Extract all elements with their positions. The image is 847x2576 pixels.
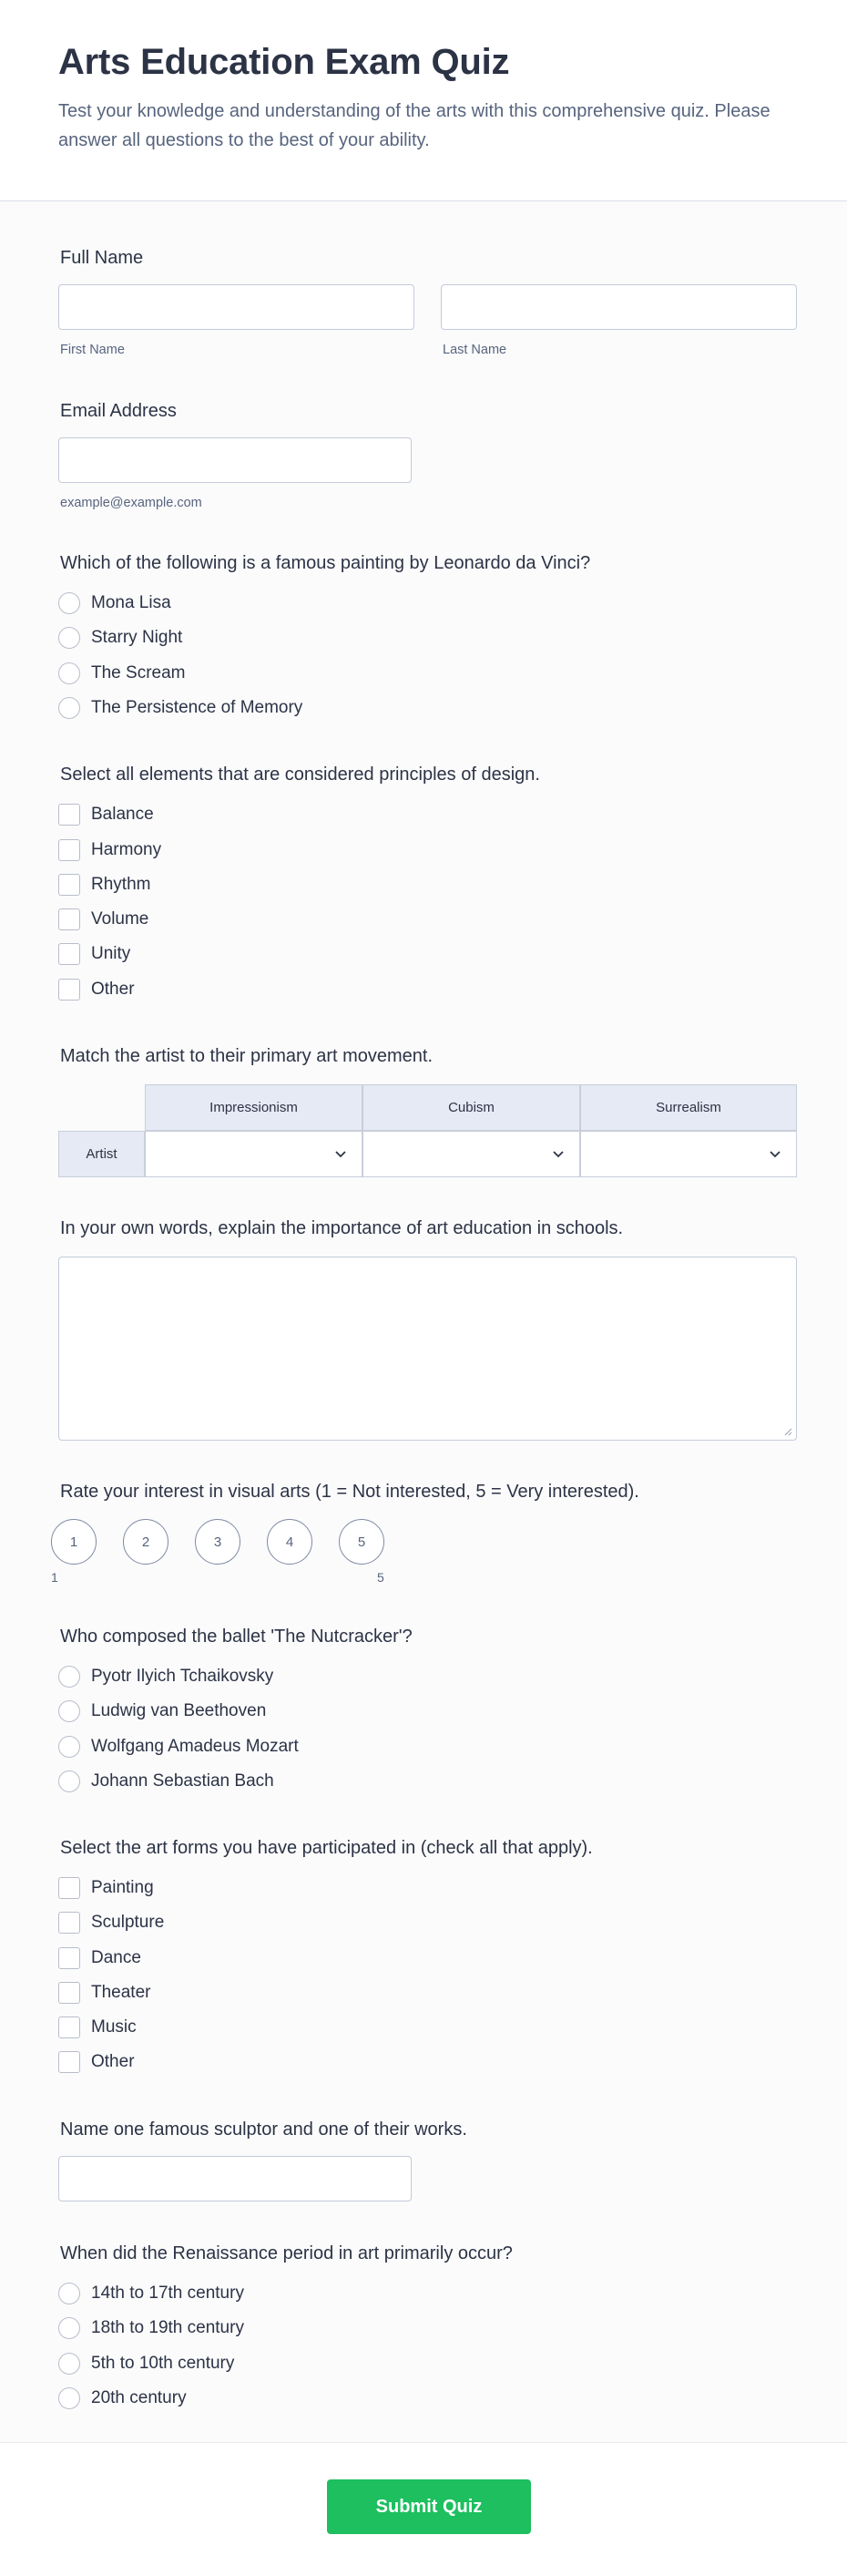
checkbox[interactable] [58,1947,80,1969]
checkbox[interactable] [58,1877,80,1899]
question-davinci-label: Which of the following is a famous painting by Leonardo da Vinci? [60,553,591,573]
chevron-down-icon [550,1145,566,1162]
essay-textarea[interactable] [58,1257,797,1441]
question-nutcracker-label: Who composed the ballet 'The Nutcracker'? [60,1627,413,1647]
radio-circle[interactable] [58,2353,80,2375]
question-design-label: Select all elements that are considered principles of design. [60,765,540,785]
page-subtitle: Test your knowledge and understanding of the arts with this comprehensive quiz. Please answer all questions to the best of your ability. [58,101,770,150]
radio-option[interactable]: Mona Lisa [58,591,171,615]
submit-button[interactable]: Submit Quiz [327,2479,531,2534]
checkbox[interactable] [58,908,80,930]
checkbox-option[interactable]: Theater [58,1981,150,2005]
checkbox[interactable] [58,804,80,826]
chevron-down-icon [767,1145,783,1162]
radio-circle[interactable] [58,1700,80,1722]
resize-handle-icon[interactable] [783,1427,792,1436]
email-input[interactable] [58,437,412,483]
checkbox-option[interactable]: Balance [58,803,154,826]
last-name-input[interactable] [441,284,797,330]
radio-circle[interactable] [58,1666,80,1688]
form-footer [0,2442,847,2576]
radio-option[interactable]: Starry Night [58,626,182,650]
rating-option-1[interactable]: 1 [51,1519,97,1565]
checkbox-option[interactable]: Sculpture [58,1911,164,1935]
checkbox[interactable] [58,2051,80,2073]
full-name-label: Full Name [60,248,144,268]
matrix-column-header: Impressionism [145,1084,362,1131]
radio-option[interactable]: 5th to 10th century [58,2352,234,2376]
checkbox-option[interactable]: Other [58,2050,135,2074]
form-header [0,0,847,201]
radio-option[interactable]: 18th to 19th century [58,2316,244,2340]
radio-circle[interactable] [58,662,80,684]
radio-option[interactable]: 14th to 17th century [58,2282,244,2305]
checkbox[interactable] [58,2017,80,2038]
matrix-column-header: Cubism [362,1084,580,1131]
checkbox[interactable] [58,1912,80,1934]
radio-option[interactable]: The Scream [58,662,185,685]
radio-circle[interactable] [58,697,80,719]
rating-min-caption: 1 [51,1570,58,1585]
matrix-dropdown-cubism[interactable] [362,1131,580,1177]
rating-option-5[interactable]: 5 [339,1519,384,1565]
radio-circle[interactable] [58,2387,80,2409]
checkbox-option[interactable]: Painting [58,1876,154,1900]
matrix-column-header: Surrealism [580,1084,797,1131]
email-sublabel: example@example.com [60,496,202,510]
radio-option[interactable]: Pyotr Ilyich Tchaikovsky [58,1665,273,1688]
radio-option[interactable]: Johann Sebastian Bach [58,1770,274,1793]
rating-max-caption: 5 [377,1570,384,1585]
checkbox[interactable] [58,1982,80,2004]
checkbox-option[interactable]: Rhythm [58,873,150,897]
radio-circle[interactable] [58,1770,80,1792]
first-name-sublabel: First Name [60,343,125,357]
radio-option[interactable]: Wolfgang Amadeus Mozart [58,1735,299,1759]
rating-option-2[interactable]: 2 [123,1519,168,1565]
rating-option-3[interactable]: 3 [195,1519,240,1565]
checkbox-option[interactable]: Music [58,2016,137,2039]
radio-option[interactable]: Ludwig van Beethoven [58,1699,266,1723]
question-match-label: Match the artist to their primary art movement. [60,1046,434,1066]
radio-circle[interactable] [58,592,80,614]
sculptor-input[interactable] [58,2156,412,2201]
matching-matrix [58,1084,797,1177]
checkbox[interactable] [58,979,80,1001]
radio-circle[interactable] [58,2317,80,2339]
page-title: Arts Education Exam Quiz [58,42,510,82]
chevron-down-icon [332,1145,349,1162]
checkbox-option[interactable]: Unity [58,942,130,966]
rating-option-4[interactable]: 4 [267,1519,312,1565]
checkbox[interactable] [58,839,80,861]
question-renaissance-label: When did the Renaissance period in art primarily occur? [60,2243,513,2263]
checkbox-option[interactable]: Dance [58,1946,141,1970]
matrix-row-label: Artist [58,1131,145,1177]
checkbox-option[interactable]: Volume [58,908,148,931]
checkbox-option[interactable]: Other [58,978,135,1001]
last-name-sublabel: Last Name [443,343,507,357]
email-label: Email Address [60,401,177,421]
first-name-input[interactable] [58,284,414,330]
question-essay-label: In your own words, explain the importance of art education in schools. [60,1218,624,1238]
radio-circle[interactable] [58,627,80,649]
matrix-dropdown-impressionism[interactable] [145,1131,362,1177]
checkbox[interactable] [58,874,80,896]
radio-option[interactable]: 20th century [58,2386,187,2410]
radio-option[interactable]: The Persistence of Memory [58,696,302,720]
checkbox[interactable] [58,943,80,965]
radio-circle[interactable] [58,1736,80,1758]
matrix-dropdown-surrealism[interactable] [580,1131,797,1177]
question-artforms-label: Select the art forms you have participated in (check all that apply). [60,1838,593,1858]
radio-circle[interactable] [58,2283,80,2304]
question-rating-label: Rate your interest in visual arts (1 = Not interested, 5 = Very interested). [60,1482,639,1502]
checkbox-option[interactable]: Harmony [58,838,161,862]
question-sculptor-label: Name one famous sculptor and one of their works. [60,2119,467,2140]
